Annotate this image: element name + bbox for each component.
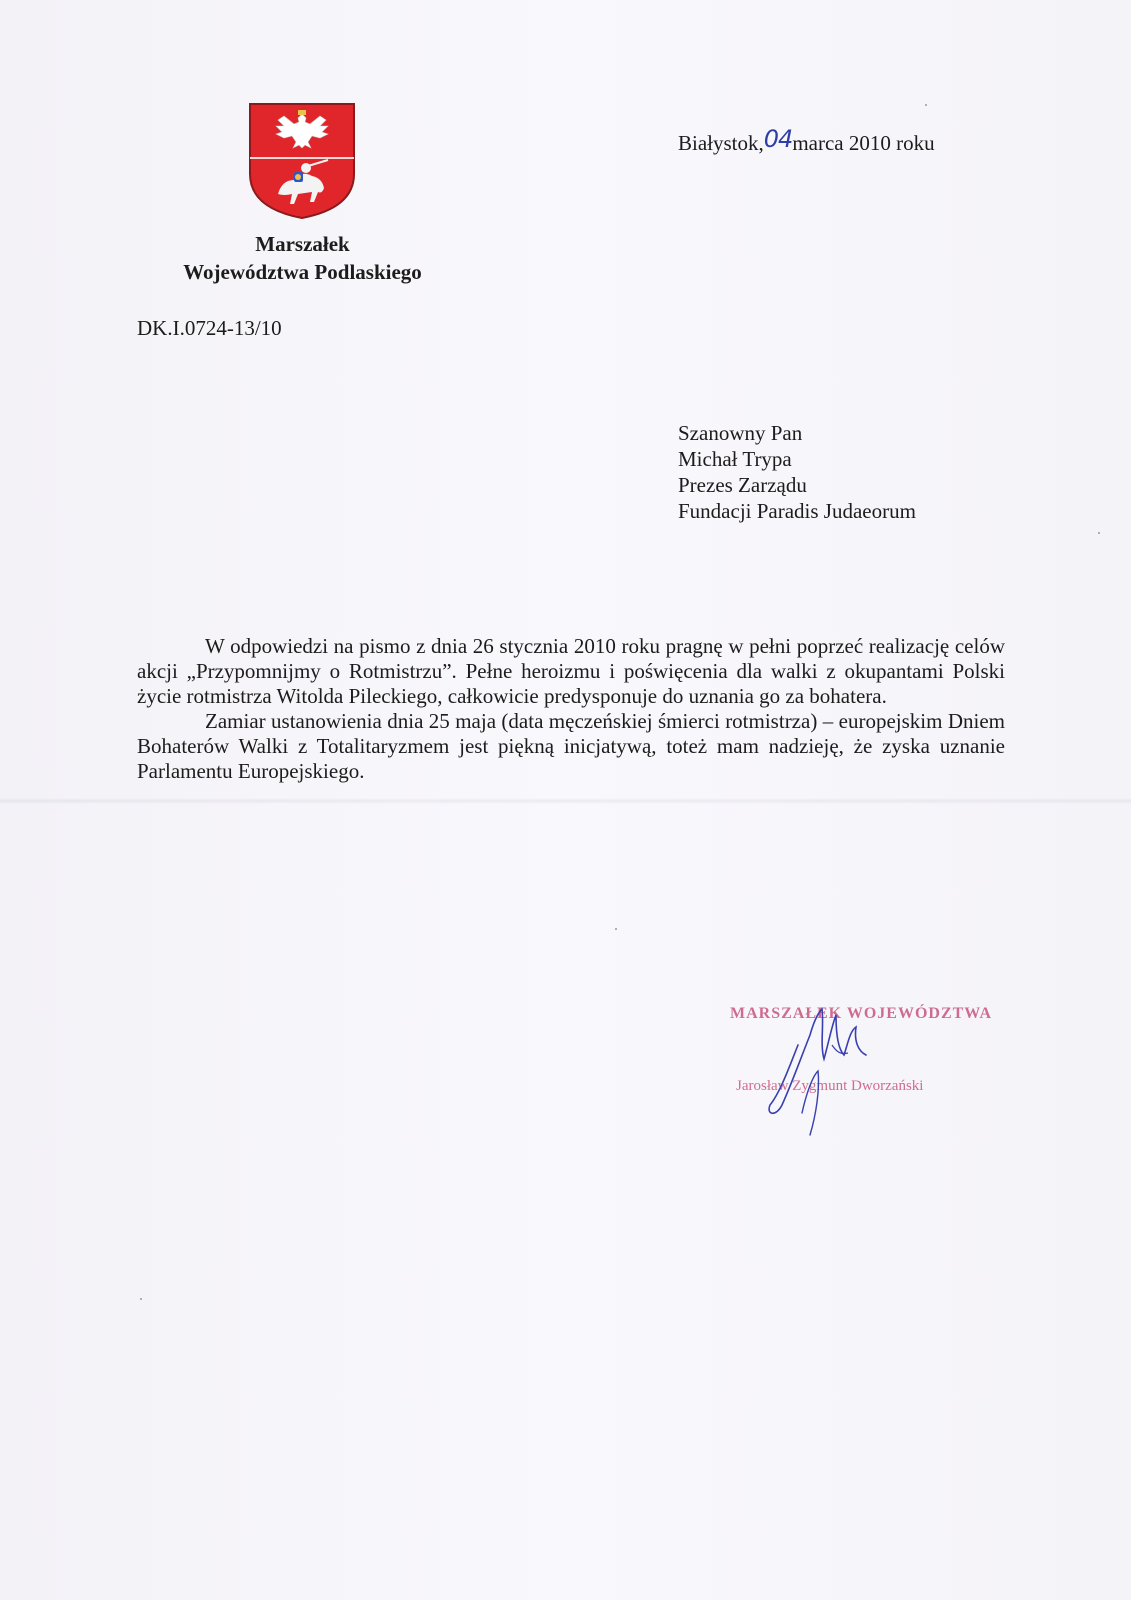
recipient-organization: Fundacji Paradis Judaeorum	[678, 499, 916, 523]
recipient-block	[678, 420, 916, 524]
letter-body	[137, 634, 1005, 784]
reference-number: DK.I.0724-13/10	[137, 316, 282, 340]
signature-icon	[740, 985, 900, 1145]
issuer-block	[160, 230, 445, 286]
paper-speck	[1098, 532, 1100, 534]
paper-speck	[615, 928, 617, 930]
body-paragraph-1: W odpowiedzi na pismo z dnia 26 stycznia 2010 roku pragnę w pełni poprzeć realizację celów akcji „Przypomnijmy o Rotmistrzu”. Pełne heroizmu i poświęcenia dla walki z okupantami Polski życie rotmistrza Witolda Pileckiego, całkowicie predysponuje do uznania go za bohatera.	[137, 634, 1005, 708]
recipient-name: Michał Trypa	[678, 447, 792, 471]
dateline	[678, 125, 935, 156]
paper-speck	[925, 104, 927, 106]
paper-speck	[140, 1298, 142, 1300]
stamp-title: MARSZAŁEK WOJEWÓDZTWA	[730, 1005, 993, 1022]
date-place: Białystok,	[678, 131, 764, 155]
stamp-name: Jarosław Zygmunt Dworzański	[736, 1078, 924, 1094]
issuer-office: Województwa Podlaskiego	[183, 260, 422, 284]
date-day-handwritten: 04	[763, 125, 793, 153]
body-paragraph-2: Zamiar ustanowienia dnia 25 maja (data męczeńskiej śmierci rotmistrza) – europejskim Dniem Bohaterów Walki z Totalitaryzmem jest piękną inicjatywą, toteż mam nadzieję, że zyska uznanie Parlamentu Europejskiego.	[137, 709, 1005, 783]
recipient-position: Prezes Zarządu	[678, 473, 807, 497]
issuer-title: Marszałek	[255, 232, 350, 256]
recipient-salutation: Szanowny Pan	[678, 421, 803, 445]
date-month-year: marca 2010 roku	[792, 131, 935, 155]
coat-of-arms-icon	[248, 102, 356, 220]
